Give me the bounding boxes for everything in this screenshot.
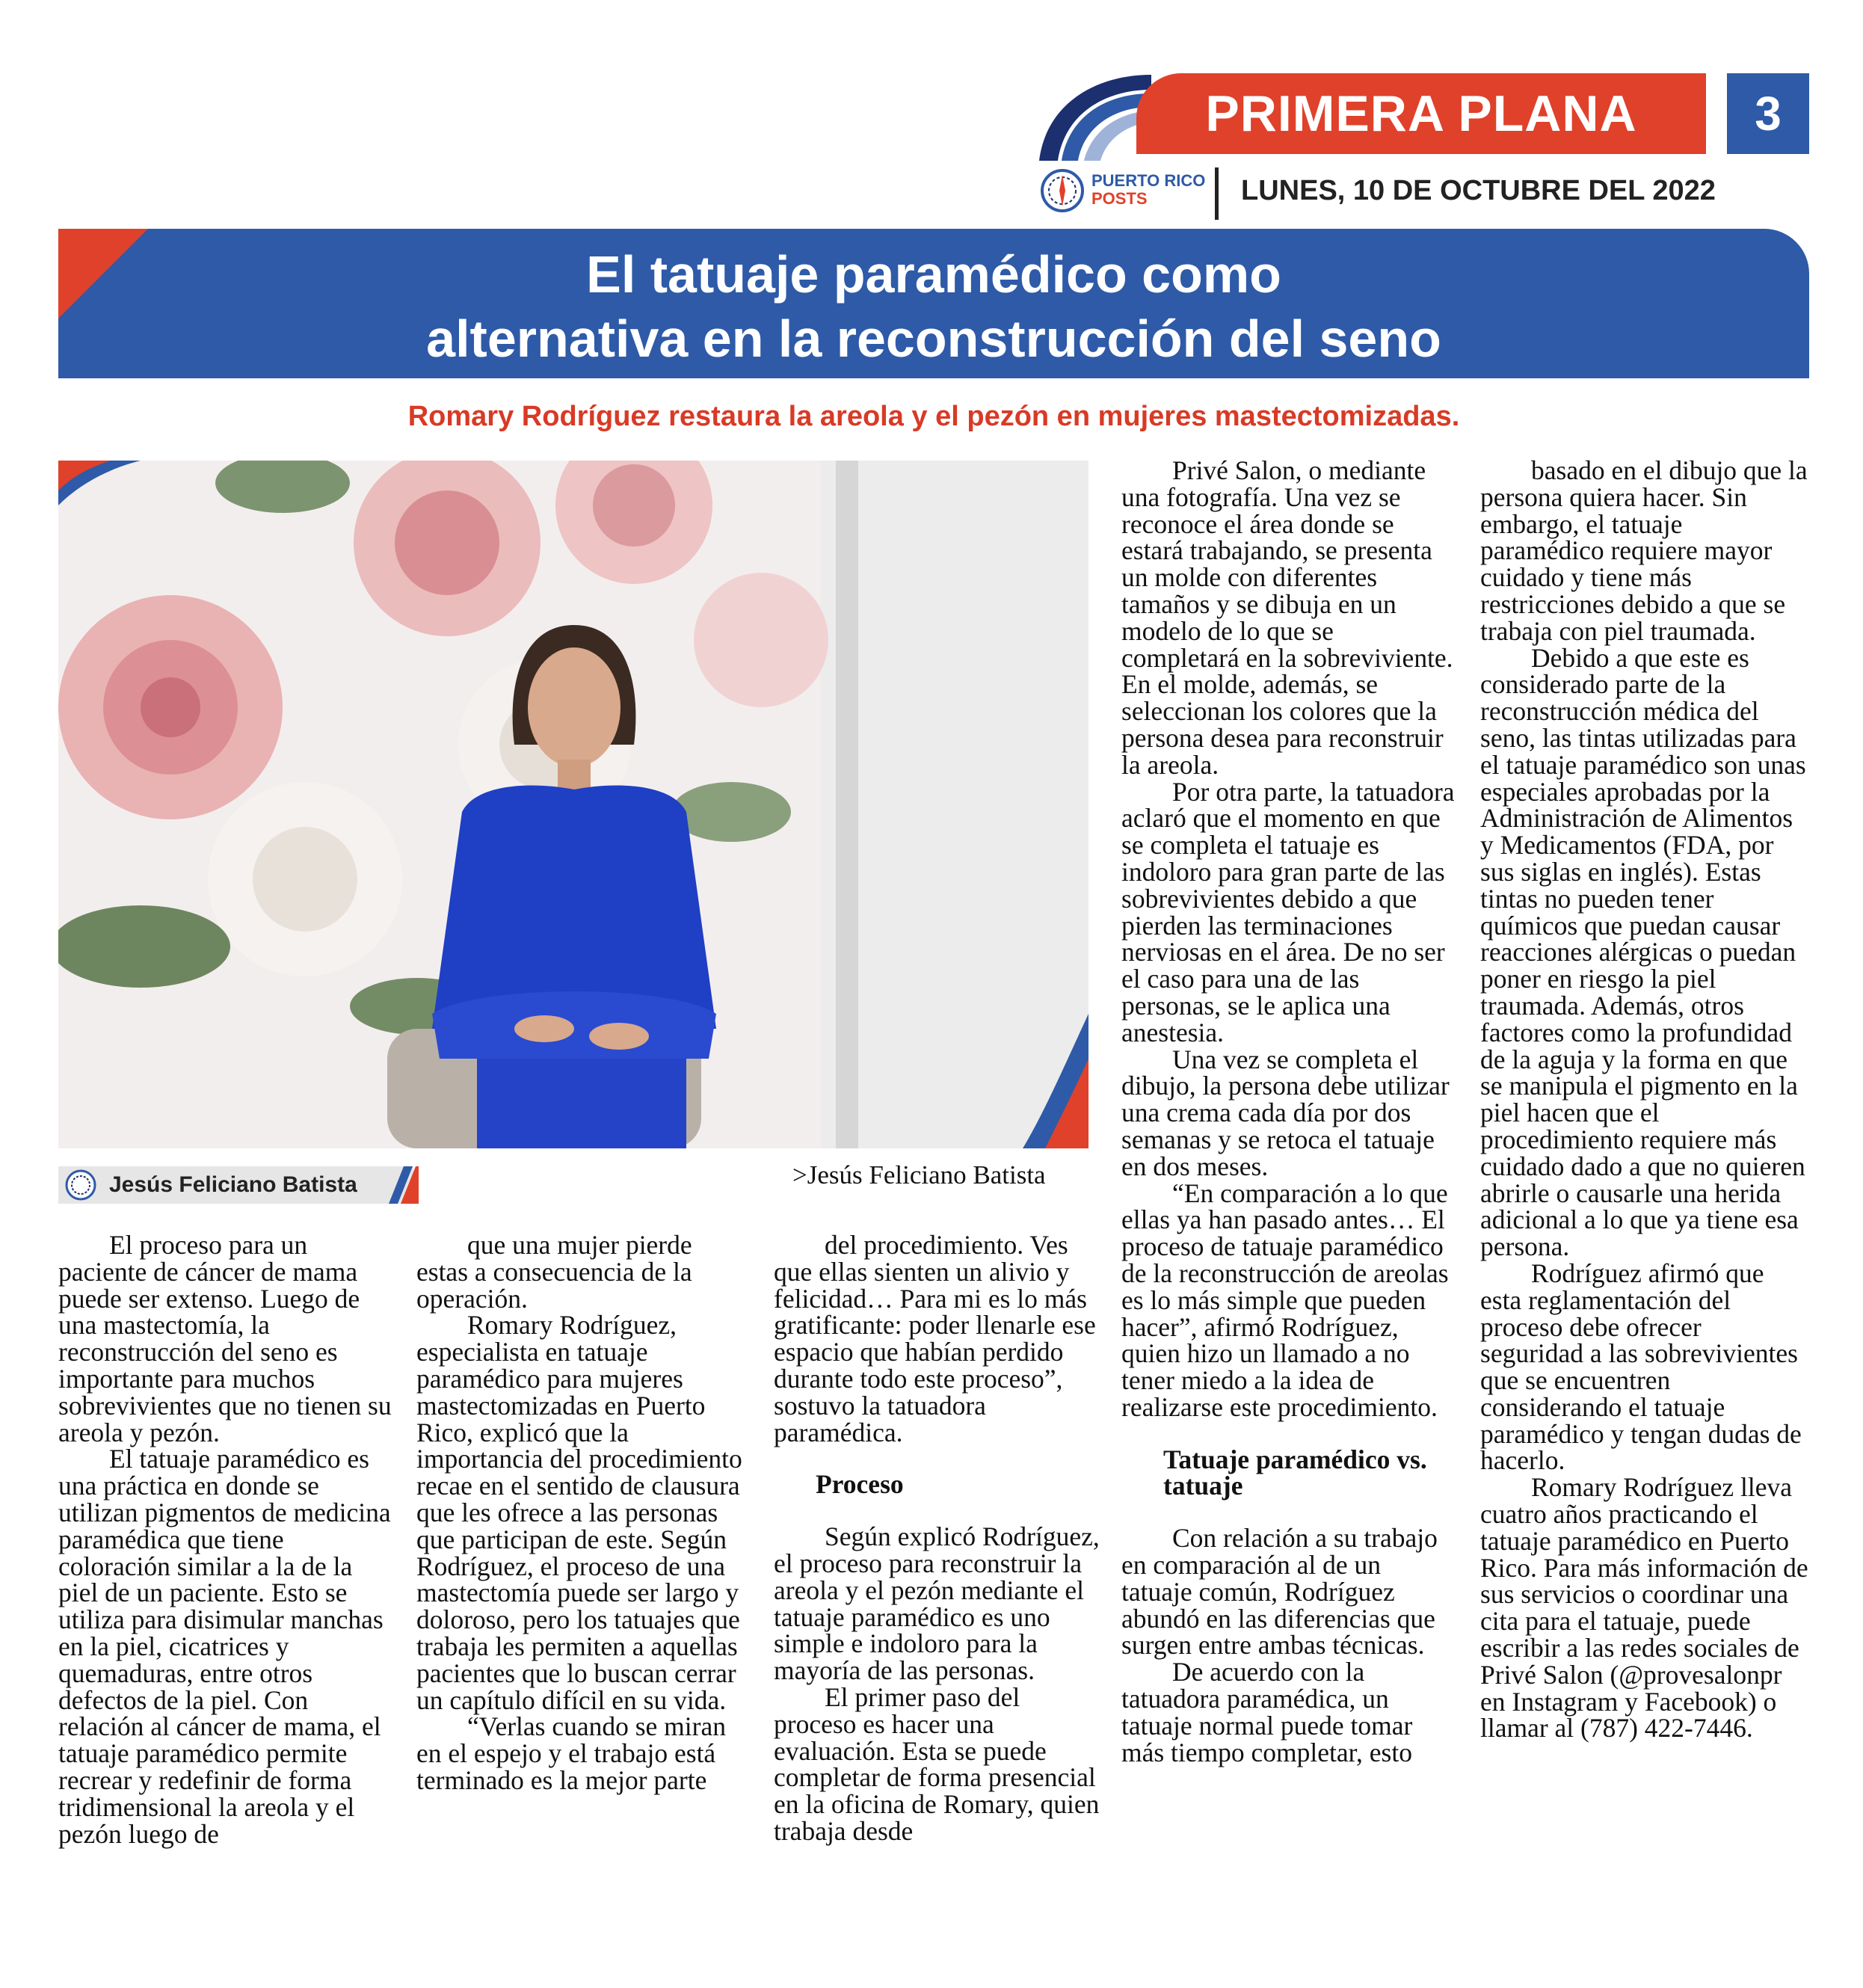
header-swoosh-graphic [1032,71,1151,161]
compass-logo-icon [1039,167,1086,214]
date-divider [1215,167,1219,220]
paragraph: El proceso para un paciente de cáncer de mama puede ser extenso. Luego de una mastectomía, la reconstrucción del seno es importante para muchos sobrevivientes que no tienen su areola y pezón. [58,1230,392,1447]
paragraph: Una vez se completa el dibujo, la persona debe utilizar una crema cada día por dos semanas y se retoca el tatuaje en dos meses. [1121,1044,1450,1181]
paragraph: Por otra parte, la tatuadora aclaró que el momento en que se completa el tatuaje es indoloro para gran parte de las sobrevivientes debido a que pierden las terminaciones nerviosas en el área. De no ser el caso para una de las personas, se le aplica una anestesia. [1121,776,1455,1047]
logo-text-line2: POSTS [1091,189,1148,208]
author-badge-stripe [389,1166,419,1204]
paragraph: Romary Rodríguez, especialista en tatuaje paramédico para mujeres mastectomizadas en Puerto Rico, explicó que la importancia del procedimiento recae en el sentido de clausura que les ofrece a las personas que participan de este. Según Rodríguez, el proceso de una mastectomía puede ser largo y doloroso, pero los tatuajes que trabaja les permiten a aquellas pacientes que lo buscan cerrar un capítulo difícil en su vida. [416,1310,742,1715]
page-number: 3 [1727,73,1809,154]
paragraph: “Verlas cuando se miran en el espejo y el trabajo está terminado es la mejor parte [416,1711,726,1795]
photo-caption: >Jesús Feliciano Batista [792,1160,1046,1190]
paragraph: El primer paso del proceso es hacer una evaluación. Esta se puede completar de forma presencial en la oficina de Romary, quien trabaja desde [774,1681,1100,1846]
issue-date: LUNES, 10 DE OCTUBRE DEL 2022 [1241,175,1716,206]
paragraph: De acuerdo con la tatuadora paramédica, un tatuaje normal puede tomar más tiempo completar, esto [1121,1657,1413,1767]
article-column-2 [416,1232,742,1794]
headline [58,242,1809,371]
paragraph: El tatuaje paramédico es una práctica en donde se utilizan pigmentos de medicina paramédica que tiene coloración similar a la de la piel de un paciente. Esto se utiliza para disimular manchas en la piel, cicatrices y quemaduras, entre otros defectos de la piel. Con relación al cáncer de mama, el tatuaje paramédico permite recrear y redefinir de forma tridimensional la areola y el pezón luego de [58,1444,391,1849]
subheadline: Romary Rodríguez restaura la areola y el pezón en mujeres mastectomizadas. [407,401,1460,432]
photo-illustration [58,461,1088,1148]
paragraph: Debido a que este es considerado parte de la reconstrucción médica del seno, las tintas utilizadas para el tatuaje paramédico son unas especiales aprobadas por la Administración de Alimentos y Medicamentos (FDA, por sus siglas en inglés). Estas tintas no pueden tener químicos que puedan causar reacciones alérgicas o puedan poner en riesgo la piel traumada. Además, otros factores como la profundidad de la aguja y la forma en que se manipula el pigmento en la piel hacen que el procedimiento requiere más cuidado dado a que no quieren abrirle o causarle una herida adicional a lo que ya tiene esa persona. [1480,642,1806,1262]
author-badge-icon [64,1169,97,1201]
headline-line-2: alternativa en la reconstrucción del seno [426,310,1441,368]
article-column-5 [1480,455,1809,1744]
headline-banner [58,229,1809,378]
paragraph: Privé Salon, o mediante una fotografía. Una vez se reconoce el área donde se estará trabajando, se presenta un molde con diferentes tamaños y se dibuja en un modelo de lo que se completará en la sobreviviente. En el molde, además, se seleccionan los colores que la persona desea para reconstruir la areola. [1121,455,1453,780]
article-column-3 [774,1232,1103,1845]
article-column-4 [1121,455,1458,1767]
paragraph: que una mujer pierde estas a consecuencia de la operación. [416,1230,692,1314]
section-heading-vs: Tatuaje paramédico vs. tatuaje [1163,1444,1427,1501]
paragraph: Según explicó Rodríguez, el proceso para reconstruir la areola y el pezón mediante el tatuaje paramédico es uno simple e indoloro para la mayoría de las personas. [774,1521,1100,1686]
author-name: Jesús Feliciano Batista [109,1172,357,1197]
paragraph: “En comparación a lo que ellas ya han pasado antes… El proceso de tatuaje paramédico de la reconstrucción de areolas es lo más simple que pueden hacer”, afirmó Rodríguez, quien hizo un llamado a no tener miedo a la idea de realizarse este procedimiento. [1121,1178,1449,1422]
section-label: PRIMERA PLANA [1136,73,1706,154]
section-heading-proceso: Proceso [816,1469,904,1500]
logo-text-line1: PUERTO RICO [1091,171,1206,190]
puerto-rico-posts-logo [1039,166,1211,215]
paragraph: Con relación a su trabajo en comparación al de un tatuaje común, Rodríguez abundó en las diferencias que surgen entre ambas técnicas. [1121,1523,1438,1661]
article-photo [58,461,1088,1148]
paragraph: Romary Rodríguez lleva cuatro años practicando el tatuaje paramédico en Puerto Rico. Para más información de sus servicios o coordinar una cita para el tatuaje, puede escribir a las redes sociales de Privé Salon (@provesalonpr en Instagram y Facebook) o llamar al (787) 422-7446. [1480,1472,1808,1744]
headline-line-1: El tatuaje paramédico como [586,245,1281,304]
paragraph: del procedimiento. Ves que ellas sienten un alivio y felicidad… Para mi es lo más gratificante: poder llenarle ese espacio que habían perdido durante todo este proceso”, sostuvo la tatuadora paramédica. [774,1230,1096,1447]
article-column-1 [58,1232,395,1847]
paragraph: basado en el dibujo que la persona quiera hacer. Sin embargo, el tatuaje paramédico requiere mayor cuidado y tiene más restricciones debido a que se trabaja con piel traumada. [1480,455,1808,646]
paragraph: Rodríguez afirmó que esta reglamentación del proceso debe ofrecer seguridad a las sobrevivientes que se encuentren considerando el tatuaje paramédico y tengan dudas de hacerlo. [1480,1258,1802,1476]
